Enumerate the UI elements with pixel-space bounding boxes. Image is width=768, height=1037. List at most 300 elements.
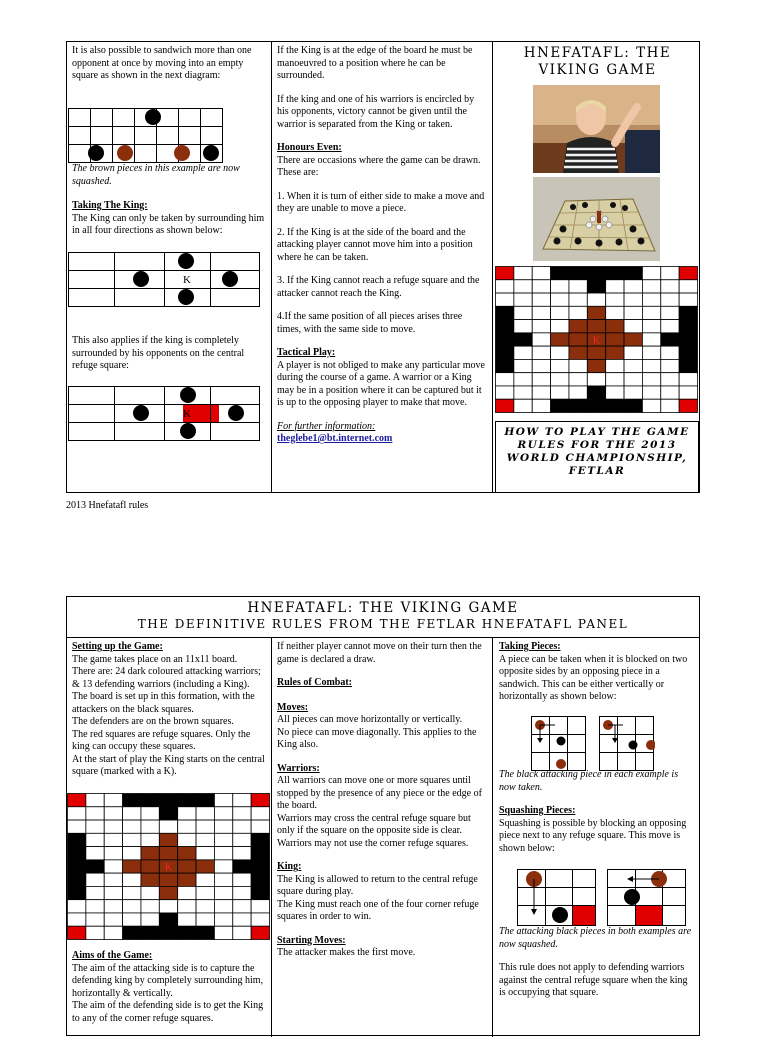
board-cell bbox=[214, 794, 232, 807]
board-cell bbox=[214, 847, 232, 860]
board-cell bbox=[661, 359, 679, 372]
defender-square bbox=[606, 346, 624, 359]
bottom-column-3b bbox=[499, 769, 695, 855]
board-cell bbox=[532, 267, 550, 280]
board-cell bbox=[233, 913, 251, 926]
board-cell bbox=[104, 913, 122, 926]
cover-subtitle: HOW TO PLAY THE GAME RULES FOR THE 2013 WORLD CHAMPIONSHIP, FETLAR bbox=[504, 426, 690, 477]
board-cell bbox=[532, 399, 550, 412]
board-cell bbox=[178, 886, 196, 899]
board-cell bbox=[104, 794, 122, 807]
board-cell bbox=[68, 900, 86, 913]
king-edge-text: If the King is at the edge of the board he must be manoeuvred to a position where he can be surrounded. bbox=[277, 45, 473, 81]
refuge-square bbox=[679, 399, 697, 412]
central-refuge-text: This also applies if the king is completely surrounded by his opponents on the central refuge square: bbox=[72, 335, 245, 371]
attacker-square bbox=[606, 267, 624, 280]
board-cell bbox=[141, 820, 159, 833]
squashing-text: Squashing is possible by blocking an opposing piece next to any refuge square. This move is shown below: bbox=[499, 817, 687, 854]
black-piece bbox=[145, 109, 161, 125]
board-cell bbox=[496, 293, 514, 306]
board-cell bbox=[551, 346, 569, 359]
board-cell bbox=[196, 833, 214, 846]
board-cell bbox=[214, 807, 232, 820]
cover-title: HNEFATAFL: THE VIKING GAME bbox=[523, 45, 672, 78]
squashed-caption: The brown pieces in this example are now squashed. bbox=[72, 163, 240, 187]
defender-square bbox=[141, 860, 159, 873]
board-cell bbox=[214, 913, 232, 926]
board-cell bbox=[104, 926, 122, 939]
attacker-square bbox=[624, 267, 642, 280]
board-cell bbox=[86, 873, 104, 886]
honours-text: There are occasions where the game can be drawn. These are: bbox=[277, 154, 481, 178]
board-cell bbox=[661, 293, 679, 306]
attacker-square bbox=[178, 926, 196, 939]
board-cell bbox=[233, 847, 251, 860]
bottom-column-1 bbox=[72, 641, 268, 779]
attacker-square bbox=[679, 346, 697, 359]
board-cell bbox=[587, 293, 605, 306]
board-cell bbox=[233, 807, 251, 820]
board-cell bbox=[178, 807, 196, 820]
board-cell bbox=[642, 320, 660, 333]
board-cell bbox=[661, 267, 679, 280]
board-cell bbox=[514, 359, 532, 372]
refuge-square bbox=[496, 399, 514, 412]
black-piece bbox=[228, 405, 244, 421]
refuge-square bbox=[68, 794, 86, 807]
attacker-square bbox=[496, 306, 514, 319]
board-cell bbox=[642, 373, 660, 386]
board-cell bbox=[86, 833, 104, 846]
board-cell bbox=[551, 280, 569, 293]
black-piece bbox=[178, 289, 194, 305]
board-cell bbox=[196, 873, 214, 886]
top-column-1 bbox=[72, 45, 268, 83]
aims-text-2: The aim of the defending side is to get the King to any of the corner refuge squares. bbox=[72, 1000, 264, 1024]
board-cell bbox=[233, 794, 251, 807]
board-cell bbox=[642, 293, 660, 306]
board-cell bbox=[86, 794, 104, 807]
board-cell bbox=[196, 847, 214, 860]
board-cell bbox=[496, 280, 514, 293]
board-cell bbox=[214, 860, 232, 873]
board-cell bbox=[178, 833, 196, 846]
board-cell bbox=[624, 320, 642, 333]
contact-email-link[interactable]: theglebe1@bt.internet.com bbox=[277, 433, 393, 444]
warriors-text-3: Warriors may not use the corner refuge squares. bbox=[277, 837, 469, 849]
warriors-text-1: All warriors can move one or more squares until stopped by the presence of any piece or the edge of the board. bbox=[277, 775, 482, 811]
board-cell bbox=[233, 900, 251, 913]
board-cell bbox=[642, 333, 660, 346]
king-capture-diagram bbox=[68, 252, 268, 308]
board-cell bbox=[642, 359, 660, 372]
board-cell bbox=[196, 900, 214, 913]
board-cell bbox=[86, 913, 104, 926]
board-cell bbox=[104, 847, 122, 860]
board-cell bbox=[141, 886, 159, 899]
board-cell bbox=[123, 833, 141, 846]
king-text-2: The King must reach one of the four corner refuge squares in order to win. bbox=[277, 898, 479, 922]
board-cell bbox=[514, 320, 532, 333]
moves-text-2: No piece can move diagonally. This applies to the King also. bbox=[277, 726, 477, 750]
board-cell bbox=[514, 267, 532, 280]
attacker-square bbox=[159, 794, 177, 807]
black-piece bbox=[88, 145, 104, 161]
top-column-1c bbox=[72, 335, 268, 373]
bottom-column-3 bbox=[499, 641, 695, 704]
taking-king-heading: Taking The King: bbox=[72, 200, 148, 211]
board-cell bbox=[624, 373, 642, 386]
rules-title: HNEFATAFL: THE VIKING GAME bbox=[247, 600, 519, 616]
black-piece bbox=[557, 737, 566, 746]
board-cell bbox=[624, 293, 642, 306]
attacker-square bbox=[251, 860, 269, 873]
board-cell bbox=[551, 386, 569, 399]
board-cell bbox=[141, 900, 159, 913]
squash-diagram-right bbox=[607, 869, 687, 927]
attacker-square bbox=[123, 794, 141, 807]
brown-piece bbox=[117, 145, 133, 161]
board-cell bbox=[86, 820, 104, 833]
board-cell bbox=[606, 306, 624, 319]
tactical-heading: Tactical Play: bbox=[277, 347, 336, 358]
board-cell bbox=[68, 913, 86, 926]
brown-piece bbox=[556, 759, 566, 769]
board-cell bbox=[514, 373, 532, 386]
board-cell bbox=[642, 280, 660, 293]
board-cell bbox=[514, 280, 532, 293]
board-cell bbox=[123, 900, 141, 913]
board-cell bbox=[679, 293, 697, 306]
tactical-text: A player is not obliged to make any particular move during the course of a game. A warrior or a King may be in a position where it can be captured but it is up to the opposing player to make that move. bbox=[277, 359, 485, 408]
black-piece bbox=[133, 405, 149, 421]
attacker-square bbox=[196, 794, 214, 807]
board-cell bbox=[86, 807, 104, 820]
top-col-divider-1 bbox=[271, 41, 272, 493]
king-encircled-text: If the king and one of his warriors is encircled by his opponents, victory cannot be given until the warrior is separated from the King or taken. bbox=[277, 93, 475, 130]
defender-square bbox=[159, 886, 177, 899]
bottom-title-divider bbox=[66, 637, 700, 638]
board-cell bbox=[178, 820, 196, 833]
board-cell bbox=[233, 833, 251, 846]
board-cell bbox=[214, 926, 232, 939]
defender-square bbox=[159, 833, 177, 846]
moves-heading: Moves: bbox=[277, 701, 309, 713]
black-piece bbox=[222, 271, 238, 287]
board-photo bbox=[533, 177, 660, 261]
setup-text-1: The game takes place on an 11x11 board. bbox=[72, 653, 238, 665]
taking-pieces-heading: Taking Pieces: bbox=[499, 641, 561, 652]
attacker-square bbox=[251, 873, 269, 886]
aims-heading: Aims of the Game: bbox=[72, 950, 153, 961]
board-cell bbox=[214, 820, 232, 833]
attacker-square bbox=[233, 860, 251, 873]
central-king-capture-diagram bbox=[68, 386, 268, 442]
board-cell bbox=[551, 320, 569, 333]
board-cell bbox=[123, 873, 141, 886]
board-cell bbox=[642, 306, 660, 319]
attacker-square bbox=[514, 333, 532, 346]
board-cell bbox=[214, 886, 232, 899]
player-photo bbox=[533, 85, 660, 173]
board-cell bbox=[104, 873, 122, 886]
board-cell bbox=[532, 280, 550, 293]
board-cell bbox=[606, 293, 624, 306]
defender-square bbox=[587, 306, 605, 319]
board-cell bbox=[642, 399, 660, 412]
attacker-square bbox=[496, 333, 514, 346]
defender-square bbox=[587, 359, 605, 372]
board-cell bbox=[104, 860, 122, 873]
board-cell bbox=[496, 373, 514, 386]
attacker-square bbox=[624, 399, 642, 412]
board-cell bbox=[496, 386, 514, 399]
board-cell bbox=[123, 913, 141, 926]
board-cell bbox=[661, 280, 679, 293]
defender-square bbox=[123, 860, 141, 873]
attacker-square bbox=[569, 267, 587, 280]
board-cell bbox=[624, 359, 642, 372]
horizontal-capture-diagram bbox=[599, 716, 655, 772]
attacker-square bbox=[196, 926, 214, 939]
aims-text-1: The aim of the attacking side is to capture the defending king by completely surrounding him, horizontally & vertically. bbox=[72, 962, 264, 999]
attacker-square bbox=[123, 926, 141, 939]
board-cell bbox=[661, 306, 679, 319]
king-label: K bbox=[592, 335, 601, 347]
page-footer: 2013 Hnefatafl rules bbox=[66, 500, 149, 511]
board-cell bbox=[233, 820, 251, 833]
board-cell bbox=[569, 293, 587, 306]
board-cell bbox=[624, 280, 642, 293]
board-cell bbox=[514, 293, 532, 306]
board-cell bbox=[68, 820, 86, 833]
black-piece bbox=[178, 253, 194, 269]
black-piece bbox=[552, 907, 568, 923]
honours-heading: Honours Even: bbox=[277, 142, 342, 153]
attacker-square bbox=[606, 399, 624, 412]
attacker-square bbox=[679, 320, 697, 333]
board-cell bbox=[86, 886, 104, 899]
board-cell bbox=[159, 820, 177, 833]
board-cell bbox=[86, 926, 104, 939]
draw-rule-2: 2. If the King is at the side of the board and the attacking player cannot move him into a position where he can be taken. bbox=[277, 226, 473, 263]
board-cell bbox=[606, 373, 624, 386]
board-cell bbox=[642, 386, 660, 399]
attacker-square bbox=[496, 359, 514, 372]
board-cell bbox=[679, 386, 697, 399]
defender-square bbox=[569, 320, 587, 333]
attacker-square bbox=[587, 386, 605, 399]
attacker-square bbox=[251, 886, 269, 899]
board-cell bbox=[661, 373, 679, 386]
taking-caption: The black attacking piece in each example is now taken. bbox=[499, 769, 679, 793]
combat-heading: Rules of Combat: bbox=[277, 677, 352, 688]
board-cell bbox=[532, 320, 550, 333]
attacker-square bbox=[86, 860, 104, 873]
board-cell bbox=[196, 886, 214, 899]
board-cell bbox=[214, 873, 232, 886]
attacker-square bbox=[569, 399, 587, 412]
refuge-square bbox=[68, 926, 86, 939]
board-cell bbox=[569, 359, 587, 372]
top-column-1b bbox=[72, 163, 268, 238]
defender-square bbox=[178, 860, 196, 873]
defender-square bbox=[196, 860, 214, 873]
board-cell bbox=[606, 386, 624, 399]
brown-piece bbox=[174, 145, 190, 161]
defender-square bbox=[569, 333, 587, 346]
board-cell bbox=[159, 900, 177, 913]
board-cell bbox=[624, 306, 642, 319]
board-cell bbox=[196, 913, 214, 926]
board-cell bbox=[104, 900, 122, 913]
board-cell bbox=[514, 306, 532, 319]
defender-square bbox=[587, 346, 605, 359]
board-cell bbox=[642, 267, 660, 280]
board-cell bbox=[606, 280, 624, 293]
board-cell bbox=[679, 373, 697, 386]
black-piece bbox=[629, 741, 638, 750]
board-cell bbox=[661, 346, 679, 359]
king-heading: King: bbox=[277, 861, 302, 872]
board-cell bbox=[233, 873, 251, 886]
defender-square bbox=[587, 320, 605, 333]
board-cell bbox=[233, 886, 251, 899]
board-cell bbox=[532, 306, 550, 319]
attacker-square bbox=[251, 833, 269, 846]
board-cell bbox=[606, 359, 624, 372]
board-cell bbox=[532, 359, 550, 372]
board-cell bbox=[514, 346, 532, 359]
board-cell bbox=[141, 833, 159, 846]
setup-board-diagram bbox=[67, 793, 271, 941]
defender-square bbox=[551, 333, 569, 346]
bottom-col-divider-1 bbox=[271, 637, 272, 1037]
board-cell bbox=[532, 386, 550, 399]
board-cell bbox=[587, 373, 605, 386]
board-cell bbox=[104, 886, 122, 899]
board-cell bbox=[532, 373, 550, 386]
board-cell bbox=[661, 386, 679, 399]
board-cell bbox=[569, 386, 587, 399]
attacker-square bbox=[68, 833, 86, 846]
attacker-square bbox=[679, 306, 697, 319]
board-cell bbox=[569, 306, 587, 319]
board-cell bbox=[86, 900, 104, 913]
squash-caption: The attacking black pieces in both examples are now squashed. bbox=[499, 926, 692, 950]
board-cell bbox=[214, 900, 232, 913]
bottom-column-2 bbox=[277, 641, 487, 960]
squashing-heading: Squashing Pieces: bbox=[499, 805, 576, 816]
brown-piece bbox=[646, 740, 655, 750]
board-cell bbox=[679, 280, 697, 293]
rules-subtitle: THE DEFINITIVE RULES FROM THE FETLAR HNEFATAFL PANEL bbox=[137, 617, 629, 631]
defender-square bbox=[606, 320, 624, 333]
setup-text-4: The defenders are on the brown squares. bbox=[72, 716, 234, 727]
board-cell bbox=[178, 913, 196, 926]
attacker-square bbox=[679, 359, 697, 372]
refuge-exception-text: This rule does not apply to defending warriors against the central refuge square when the king is occupying that square. bbox=[499, 962, 688, 998]
refuge-square bbox=[496, 267, 514, 280]
defender-square bbox=[159, 873, 177, 886]
defender-square bbox=[178, 847, 196, 860]
warriors-heading: Warriors: bbox=[277, 762, 320, 774]
board-cell bbox=[661, 399, 679, 412]
defender-square bbox=[569, 346, 587, 359]
attacker-square bbox=[159, 913, 177, 926]
defender-square bbox=[606, 333, 624, 346]
defender-square bbox=[141, 873, 159, 886]
black-piece bbox=[180, 423, 196, 439]
board-cell bbox=[123, 807, 141, 820]
setup-text-2: There are: 24 dark coloured attacking warriors; & 13 defending warriors (including a King). bbox=[72, 666, 261, 690]
sandwich-diagram bbox=[68, 108, 268, 164]
black-piece bbox=[624, 889, 640, 905]
board-cell bbox=[251, 900, 269, 913]
board-cell bbox=[251, 807, 269, 820]
board-cell bbox=[196, 820, 214, 833]
attacker-square bbox=[251, 847, 269, 860]
king-label: K bbox=[183, 408, 191, 420]
board-cell bbox=[624, 386, 642, 399]
board-cell bbox=[141, 913, 159, 926]
draw-rule-4: 4.If the same position of all pieces arises three times, with the same side to move. bbox=[277, 311, 463, 335]
board-cell bbox=[551, 359, 569, 372]
board-cell bbox=[123, 886, 141, 899]
board-cell bbox=[532, 333, 550, 346]
board-cell bbox=[196, 807, 214, 820]
board-cell bbox=[624, 346, 642, 359]
board-photo-art bbox=[533, 177, 660, 261]
attacker-square bbox=[159, 926, 177, 939]
king-text-1: The King is allowed to return to the central refuge square during play. bbox=[277, 873, 478, 897]
refuge-square bbox=[251, 926, 269, 939]
board-cell bbox=[514, 399, 532, 412]
attacker-square bbox=[587, 267, 605, 280]
board-cell bbox=[86, 847, 104, 860]
defender-square bbox=[178, 873, 196, 886]
top-column-2 bbox=[277, 45, 487, 446]
attacker-square bbox=[551, 267, 569, 280]
player-photo-art bbox=[533, 85, 660, 173]
defender-square bbox=[159, 847, 177, 860]
draw-text: If neither player cannot move on their turn then the game is declared a draw. bbox=[277, 641, 482, 665]
board-cell bbox=[532, 346, 550, 359]
attacker-square bbox=[661, 333, 679, 346]
refuge-square bbox=[679, 267, 697, 280]
setup-text-6: At the start of play the King starts on the central square (marked with a K). bbox=[72, 753, 265, 777]
board-cell bbox=[68, 807, 86, 820]
board-cell bbox=[251, 820, 269, 833]
board-cell bbox=[569, 373, 587, 386]
attacker-square bbox=[68, 886, 86, 899]
board-cell bbox=[532, 293, 550, 306]
draw-rule-1: 1. When it is turn of either side to make a move and they are unable to move a piece. bbox=[277, 190, 485, 214]
board-cell bbox=[104, 833, 122, 846]
bottom-column-1b bbox=[72, 950, 268, 1025]
attacker-square bbox=[679, 333, 697, 346]
attacker-square bbox=[159, 807, 177, 820]
bottom-column-3c bbox=[499, 926, 695, 1000]
black-piece bbox=[203, 145, 219, 161]
board-cell bbox=[104, 820, 122, 833]
refuge-square bbox=[251, 794, 269, 807]
board-cell bbox=[233, 926, 251, 939]
board-cell bbox=[178, 900, 196, 913]
attacker-square bbox=[178, 794, 196, 807]
draw-rule-3: 3. If the King cannot reach a refuge square and the attacker cannot reach the King. bbox=[277, 275, 480, 299]
sandwich-intro-text: It is also possible to sandwich more than one opponent at once by moving into an empty square as shown in the next diagram: bbox=[72, 45, 252, 81]
